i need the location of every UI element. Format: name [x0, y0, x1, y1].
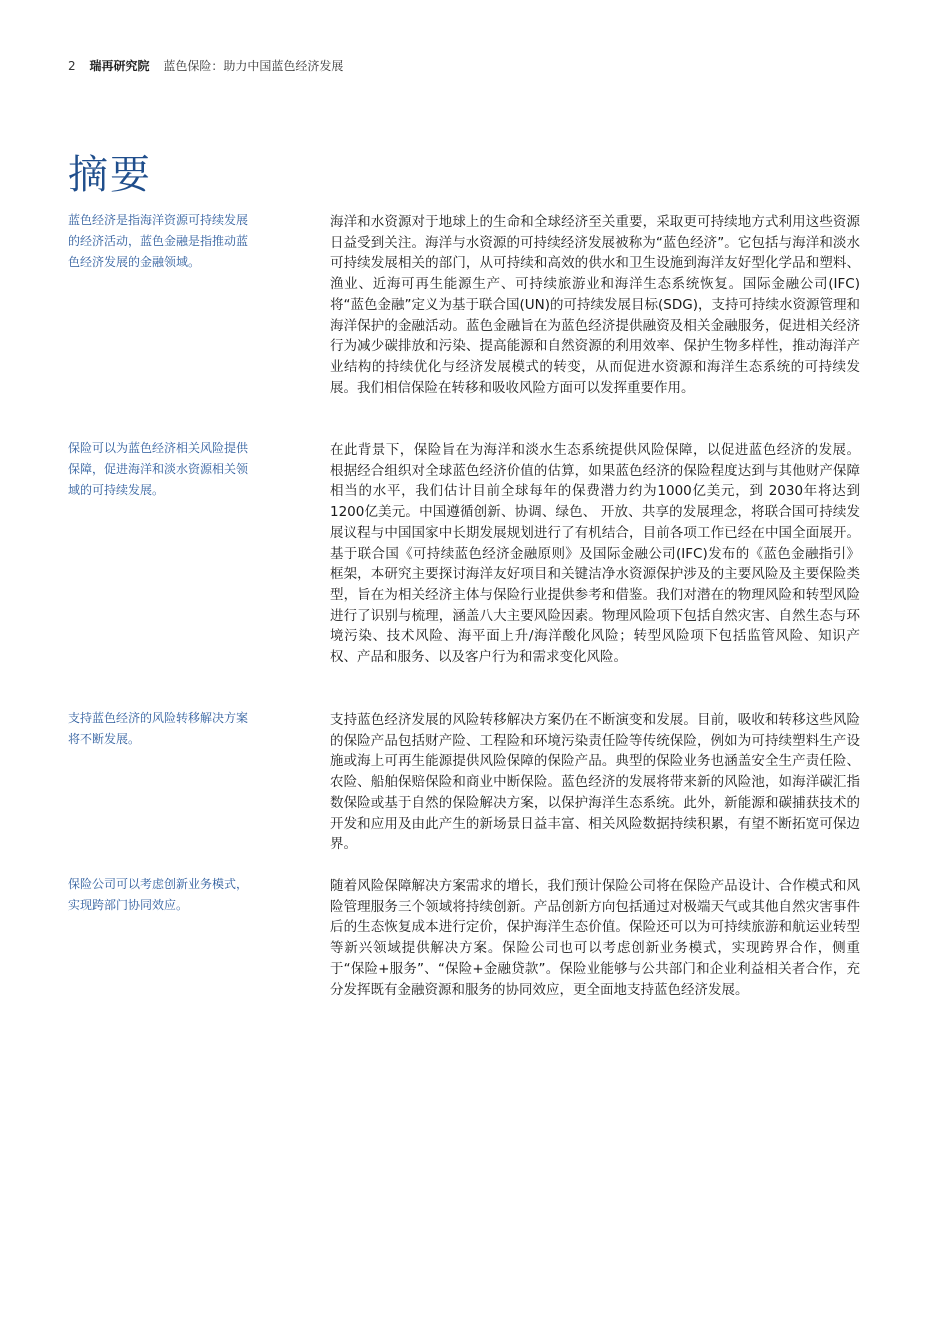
page-number: 2 [68, 59, 76, 73]
side-note: 蓝色经济是指海洋资源可持续发展的经济活动，蓝色金融是指推动蓝色经济发展的金融领域。 [68, 213, 249, 269]
body-paragraph: 在此背景下，保险旨在为海洋和淡水生态系统提供风险保障，以促进蓝色经济的发展。 根据经合组织对全球蓝色经济价值的估算，如果蓝色经济的保险程度达到与其他财产保障相当的水平，我们估计目前全球每年的保费潜力约为1000亿美元，到 2030年将达到1200亿美元。中国遵循创新、协调、绿色、 开放、共享的发展理念，将联合国可持续发展议程与中国国家中长期发展规划进行了有机结合，目前各项工作已经在中国全面展开。基于联合国《可持续蓝色经济金融原则》及国际金融公司(IFC)发布的《蓝色金融指引》框架，本研究主要探讨海洋友好项目和关键洁净水资源保护涉及的主要风险及主要保险类型，旨在为相关经济主体与保险行业提供参考和借鉴。我们对潜在的物理风险和转型风险进行了识别与梳理，涵盖八大主要风险因素。物理风险项下包括自然灾害、自然生态与环境污染、技术风险、海平面上升/海洋酸化风险；转型风险项下包括监管风险、知识产权、产品和服务、以及客户行为和需求变化风险。 [330, 442, 860, 666]
body-paragraph: 随着风险保障解决方案需求的增长，我们预计保险公司将在保险产品设计、合作模式和风险管理服务三个领域将持续创新。产品创新方向包括通过对极端天气或其他自然灾害事件后的生态恢复成本进行定价，保护海洋生态价值。保险还可以为可持续旅游和航运业转型等新兴领域提供解决方案。保险公司也可以考虑创新业务模式，实现跨界合作，侧重于“保险+服务”、“保险+金融贷款”。保险业能够与公共部门和企业利益相关者合作，充分发挥既有金融资源和服务的协同效应，更全面地支持蓝色经济发展。 [330, 878, 860, 998]
body-paragraph: 支持蓝色经济发展的风险转移解决方案仍在不断演变和发展。目前，吸收和转移这些风险的保险产品包括财产险、工程险和环境污染责任险等传统保险，例如为可持续塑料生产设施或海上可再生能源提供风险保障的保险产品。典型的保险业务也涵盖安全生产责任险、农险、船舶保赔保险和商业中断保险。蓝色经济的发展将带来新的风险池，如海洋碳汇指数保险或基于自然的保险解决方案，以保护海洋生态系统。此外，新能源和碳捕获技术的开发和应用及由此产生的新场景日益丰富、相关风险数据持续积累，有望不断拓宽可保边界。 [330, 712, 860, 853]
side-note: 保险可以为蓝色经济相关风险提供保障，促进海洋和淡水资源相关领域的可持续发展。 [68, 441, 249, 497]
report-title: 蓝色保险：助力中国蓝色经济发展 [163, 59, 344, 73]
page-title: 摘要 [68, 152, 152, 198]
org-name: 瑞再研究院 [89, 59, 150, 73]
running-header [68, 58, 343, 74]
side-note: 保险公司可以考虑创新业务模式，实现跨部门协同效应。 [68, 877, 249, 912]
body-paragraph: 海洋和水资源对于地球上的生命和全球经济至关重要，采取更可持续地方式利用这些资源日益受到关注。海洋与水资源的可持续经济发展被称为“蓝色经济”。它包括与海洋和淡水可持续发展相关的部门，从可持续和高效的供水和卫生设施到海洋友好型化学品和塑料、渔业、近海可再生能源生产、可持续旅游业和海洋生态系统恢复。国际金融公司(IFC)将“蓝色金融”定义为基于联合国(UN)的可持续发展目标(SDG)，支持可持续水资源管理和海洋保护的金融活动。蓝色金融旨在为蓝色经济提供融资及相关金融服务，促进相关经济行为减少碳排放和污染、提高能源和自然资源的利用效率、保护生物多样性，推动海洋产业结构的持续优化与经济发展模式的转变，从而促进水资源和海洋生态系统的可持续发展。我们相信保险在转移和吸收风险方面可以发挥重要作用。 [330, 214, 860, 396]
side-note: 支持蓝色经济的风险转移解决方案将不断发展。 [68, 711, 249, 746]
